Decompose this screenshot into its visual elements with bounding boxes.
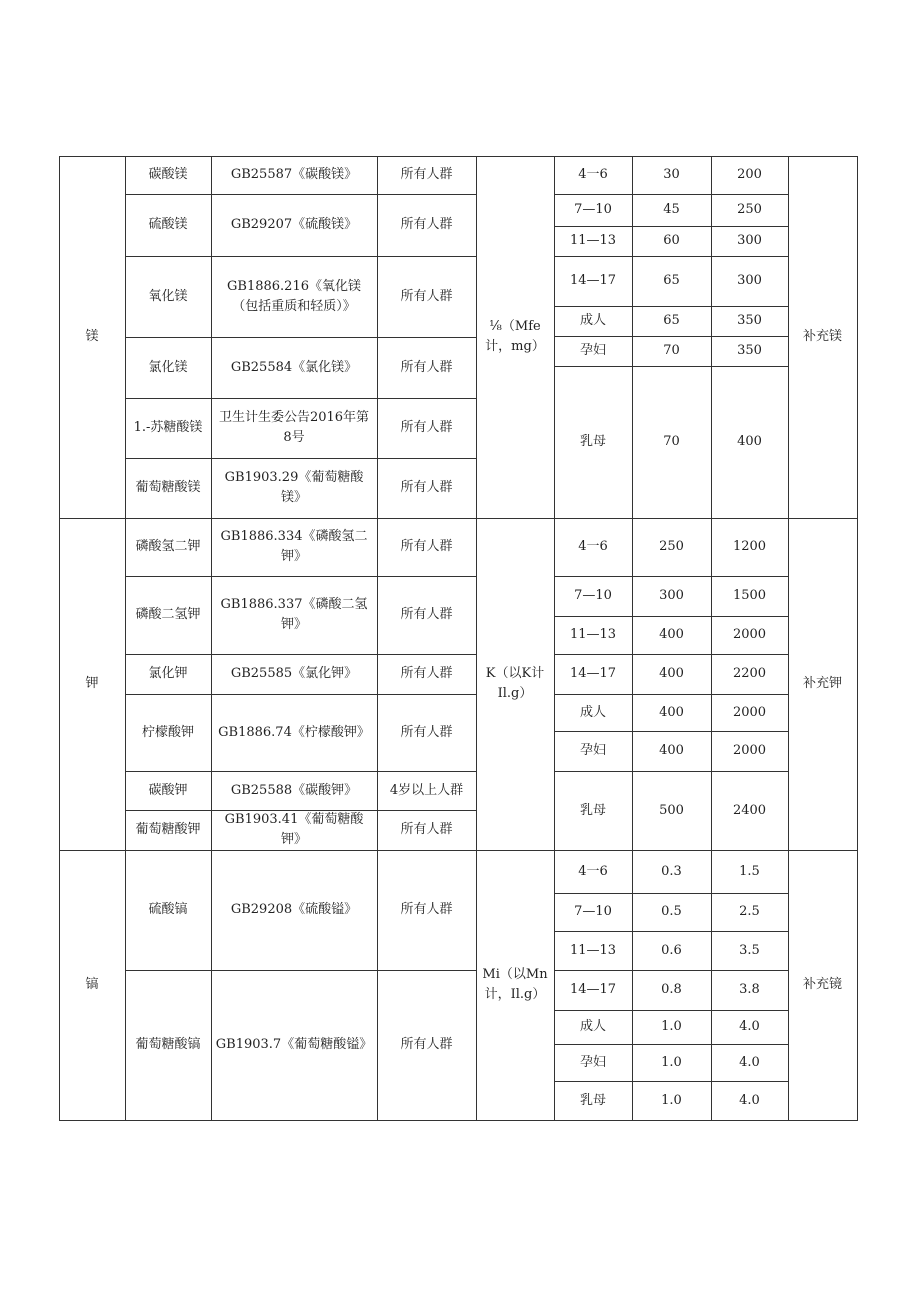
- dose-min: 250: [659, 539, 684, 554]
- dose-min: 60: [663, 233, 680, 248]
- dose-max: 4.0: [739, 1054, 760, 1070]
- dose-min: 45: [663, 202, 680, 217]
- dose-group: 14—17: [569, 666, 617, 681]
- dose-max: 2200: [732, 666, 767, 681]
- compound-population: 所有人群: [400, 217, 453, 232]
- dose-min: 65: [663, 273, 680, 288]
- compound-standard: GB1903.7《葡萄糖酸镒》: [215, 1037, 373, 1052]
- dose-max: 200: [737, 167, 762, 182]
- column-line: [857, 156, 858, 1121]
- dose-group: 乳母: [579, 802, 606, 818]
- dose-min: 400: [659, 743, 684, 758]
- dose-max: 1500: [732, 588, 767, 603]
- compound-population: 所有人群: [400, 724, 453, 740]
- compound-name: 磷酸二氢钾: [135, 607, 201, 622]
- dose-min: 1.0: [661, 1092, 682, 1108]
- compound-standard: GB25584《氯化镁》: [230, 359, 358, 375]
- compound-name: 磷酸氢二钾: [135, 539, 201, 554]
- dose-group: 4一6: [578, 539, 608, 554]
- compound-standard: 卫生计生委公告2016年第8号: [218, 410, 370, 445]
- compound-population: 所有人群: [400, 666, 453, 681]
- purpose-cell: 补充镜: [802, 977, 842, 992]
- dose-group: 14—17: [569, 982, 617, 997]
- dose-min: 1.0: [661, 1019, 682, 1034]
- dose-group: 7—10: [574, 202, 612, 217]
- section-line: [59, 1120, 858, 1121]
- compound-standard: GB1903.29《葡萄糖酸镁》: [224, 470, 364, 505]
- compound-name: 氧化镁: [148, 288, 188, 304]
- dose-max: 1.5: [739, 863, 760, 879]
- dose-max: 2000: [732, 743, 767, 758]
- unit-cell: K（以K计 Il.g）: [485, 666, 545, 701]
- dose-min: 0.6: [661, 942, 682, 958]
- compound-population: 所有人群: [400, 480, 453, 495]
- dose-min: 70: [663, 343, 680, 358]
- compound-standard: GB1886.216《氧化镁（包括重质和轻质）》: [227, 278, 361, 314]
- dose-max: 3.5: [739, 942, 760, 958]
- dose-max: 2400: [732, 802, 767, 818]
- dose-group: 成人: [579, 1019, 606, 1034]
- purpose-cell: 补充钾: [802, 676, 842, 691]
- dose-max: 300: [737, 233, 762, 248]
- dose-min: 1.0: [661, 1054, 682, 1070]
- dose-max: 1200: [732, 539, 767, 554]
- dose-max: 350: [737, 313, 762, 328]
- compound-name: 氯化镁: [148, 359, 188, 375]
- compound-population: 所有人群: [400, 167, 453, 182]
- dose-min: 300: [659, 588, 684, 603]
- dose-max: 4.0: [739, 1092, 760, 1108]
- dose-max: 350: [737, 343, 762, 358]
- compound-population: 所有人群: [400, 288, 453, 304]
- dose-group: 11—13: [569, 233, 617, 248]
- compound-name: 硫酸镐: [148, 902, 188, 917]
- dose-group: 成人: [579, 313, 606, 328]
- compound-name: 柠檬酸钾: [141, 724, 194, 740]
- dose-group: 11—13: [569, 627, 617, 642]
- compound-name: 葡萄糖酸钾: [135, 822, 201, 837]
- dose-max: 4.0: [739, 1019, 760, 1034]
- dose-min: 65: [663, 313, 680, 328]
- dose-max: 300: [737, 273, 762, 288]
- nutrient-name: 镁: [85, 329, 99, 344]
- dose-group: 成人: [579, 704, 606, 720]
- dose-group: 11—13: [569, 942, 617, 958]
- dose-max: 400: [737, 434, 762, 449]
- compound-name: 葡萄糖酸镐: [135, 1037, 201, 1052]
- dose-min: 0.8: [661, 982, 682, 997]
- unit-cell: ⅛（Mfe计，mg）: [485, 319, 545, 354]
- compound-standard: GB1886.74《柠檬酸钾》: [218, 724, 370, 740]
- dose-min: 70: [663, 434, 680, 449]
- dose-group: 乳母: [579, 434, 606, 449]
- dose-min: 0.3: [661, 863, 682, 879]
- compound-standard: GB1886.337《磷酸二氢钾》: [220, 597, 368, 632]
- compound-population: 4岁以上人群: [389, 782, 464, 798]
- nutrient-name: 钾: [85, 676, 99, 691]
- compound-population: 所有人群: [400, 359, 453, 375]
- dose-max: 2000: [732, 627, 767, 642]
- compound-population: 所有人群: [400, 1037, 453, 1052]
- compound-standard: GB25587《碳酸镁》: [230, 167, 358, 182]
- purpose-cell: 补充镁: [802, 329, 842, 344]
- dose-group: 乳母: [579, 1092, 606, 1108]
- compound-population: 所有人群: [400, 607, 453, 622]
- compound-population: 所有人群: [400, 420, 453, 435]
- dose-min: 30: [663, 167, 680, 182]
- dose-group: 7—10: [574, 904, 612, 919]
- dose-group: 7—10: [574, 588, 612, 603]
- nutrient-name: 镐: [85, 977, 99, 992]
- dose-group: 孕妇: [579, 1054, 606, 1070]
- compound-name: 硫酸镁: [148, 217, 188, 232]
- compound-population: 所有人群: [400, 539, 453, 554]
- dose-min: 0.5: [661, 904, 682, 919]
- compound-standard: GB1886.334《磷酸氢二钾》: [220, 529, 368, 564]
- dose-min: 500: [659, 802, 684, 818]
- dose-group: 4一6: [578, 167, 608, 182]
- compound-name: 葡萄糖酸镁: [135, 480, 201, 495]
- compound-name: 1.-苏糖酸镁: [133, 420, 203, 435]
- compound-standard: GB1903.41《葡萄糖酸钾》: [224, 812, 364, 847]
- dose-max: 250: [737, 202, 762, 217]
- compound-name: 碳酸钾: [148, 782, 188, 798]
- dose-group: 4一6: [578, 863, 608, 879]
- dose-max: 2000: [732, 704, 767, 720]
- dose-min: 400: [659, 666, 684, 681]
- dose-min: 400: [659, 627, 684, 642]
- dose-max: 2.5: [739, 904, 760, 919]
- dose-min: 400: [659, 704, 684, 720]
- dose-group: 孕妇: [579, 343, 606, 358]
- unit-cell: Mi（以Mn计，Il.g）: [482, 967, 548, 1002]
- compound-standard: GB29208《硫酸镒》: [230, 902, 358, 917]
- dose-max: 3.8: [739, 982, 760, 997]
- compound-standard: GB25585《氯化钾》: [230, 666, 358, 681]
- dose-group: 14—17: [569, 273, 617, 288]
- compound-population: 所有人群: [400, 822, 453, 837]
- compound-standard: GB29207《硫酸镁》: [230, 217, 358, 232]
- compound-standard: GB25588《碳酸钾》: [230, 782, 358, 798]
- dose-group: 孕妇: [579, 743, 606, 758]
- compound-population: 所有人群: [400, 902, 453, 917]
- compound-name: 碳酸镁: [148, 167, 188, 182]
- compound-name: 氯化钾: [148, 666, 188, 681]
